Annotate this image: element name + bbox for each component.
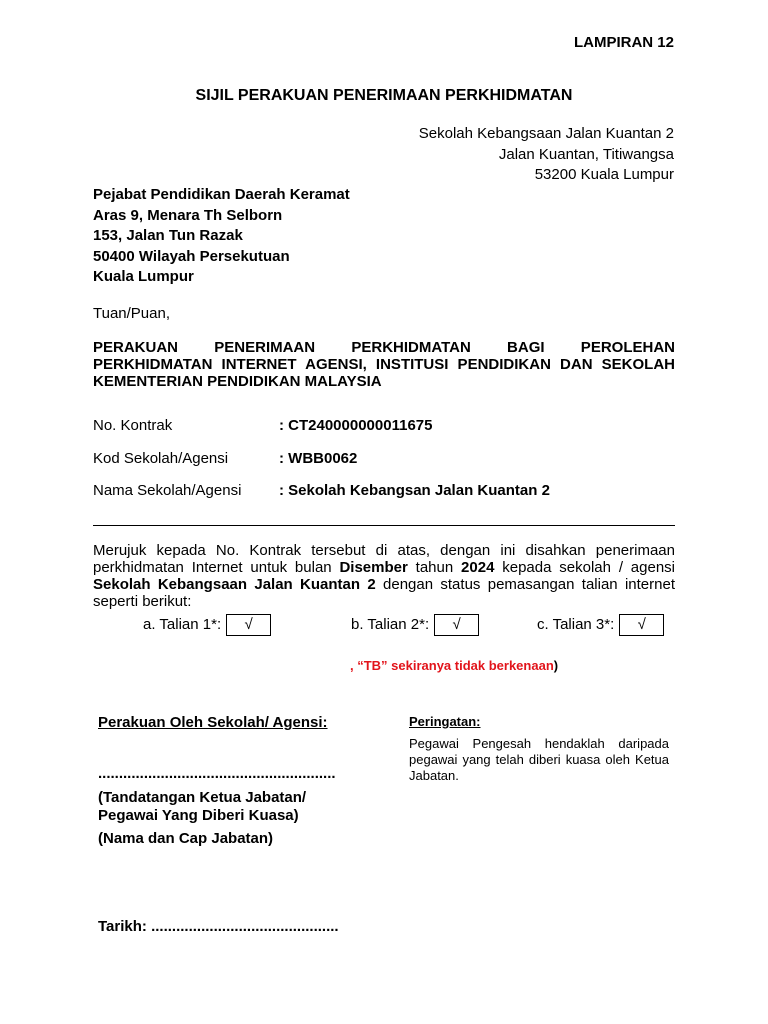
info-row-kod xyxy=(93,450,357,467)
kontrak-value: : CT240000000011675 xyxy=(279,417,433,434)
talian-1-box[interactable]: √ xyxy=(226,614,271,636)
tb-note xyxy=(350,658,558,673)
perakuan-heading: Perakuan Oleh Sekolah/ Agensi: xyxy=(98,714,328,731)
signature-caption-1: (Tandatangan Ketua Jabatan/ xyxy=(98,789,307,806)
para-text-4: dengan status pemasangan talian internet seperti berikut: xyxy=(93,576,675,610)
para-text-2: tahun xyxy=(407,559,462,576)
recipient-line-5: Kuala Lumpur xyxy=(93,268,194,285)
para-school: Sekolah Kebangsaan Jalan Kuantan 2 xyxy=(93,576,376,593)
para-text-1: Merujuk kepada No. Kontrak tersebut di atas, dengan ini disahkan penerimaan perkhidmatan Internet untuk bulan xyxy=(93,542,675,576)
info-row-kontrak xyxy=(93,417,432,434)
recipient-line-3: 153, Jalan Tun Razak xyxy=(93,227,243,244)
nama-value: : Sekolah Kebangsan Jalan Kuantan 2 xyxy=(279,482,550,499)
tb-note-close: ) xyxy=(553,658,559,673)
recipient-line-2: Aras 9, Menara Th Selborn xyxy=(93,206,283,224)
name-stamp-caption: (Nama dan Cap Jabatan) xyxy=(98,830,274,847)
nama-label: Nama Sekolah/Agensi xyxy=(93,482,242,499)
peringatan-heading: Peringatan: xyxy=(409,714,481,729)
salutation: Tuan/Puan, xyxy=(93,305,170,322)
sender-address xyxy=(419,124,674,186)
talian-3 xyxy=(537,614,664,636)
para-text-3: kepada sekolah / agensi xyxy=(494,559,676,576)
signature-caption xyxy=(98,789,306,825)
kontrak-label: No. Kontrak xyxy=(93,417,173,434)
subject-heading xyxy=(93,339,675,390)
recipient-line-4: 50400 Wilayah Persekutuan xyxy=(93,247,290,265)
peringatan-text: Pegawai Pengesah hendaklah daripada pegawai yang telah diberi kuasa oleh Ketua Jabatan. xyxy=(409,736,669,783)
para-month: Disember xyxy=(339,559,408,576)
recipient-line-1: Pejabat Pendidikan Daerah Keramat xyxy=(93,186,350,203)
signature-line: ......................................................... xyxy=(98,765,336,782)
sender-line-1: Sekolah Kebangsaan Jalan Kuantan 2 xyxy=(418,125,674,142)
divider-line xyxy=(93,525,675,526)
talian-2-label: b. Talian 2*: xyxy=(351,615,430,633)
document-title: SIJIL PERAKUAN PENERIMAAN PERKHIDMATAN xyxy=(195,87,573,104)
talian-2-box[interactable]: √ xyxy=(434,614,479,636)
sender-line-3: 53200 Kuala Lumpur xyxy=(534,166,674,183)
kod-value: : WBB0062 xyxy=(279,450,358,467)
subject-line-2: PERKHIDMATAN INTERNET AGENSI, INSTITUSI PENDIDIKAN DAN SEKOLAH KEMENTERIAN PENDIDIKAN MALAYSIA xyxy=(93,356,675,390)
talian-2 xyxy=(351,614,479,636)
talian-1 xyxy=(143,614,271,636)
para-year: 2024 xyxy=(461,559,495,576)
lampiran-label: LAMPIRAN 12 xyxy=(573,34,674,51)
tb-note-text: , “TB” sekiranya tidak berkenaan xyxy=(350,658,554,673)
subject-line-1: PERAKUAN PENERIMAAN PERKHIDMATAN BAGI PEROLEHAN xyxy=(93,339,675,356)
talian-1-label: a. Talian 1*: xyxy=(143,615,222,633)
sender-line-2: Jalan Kuantan, Titiwangsa xyxy=(498,145,674,163)
talian-3-label: c. Talian 3*: xyxy=(537,615,615,633)
signature-caption-2: Pegawai Yang Diberi Kuasa) xyxy=(98,807,299,824)
date-line: Tarikh: ............................................. xyxy=(98,918,339,935)
kod-label: Kod Sekolah/Agensi xyxy=(93,450,229,467)
talian-3-box[interactable]: √ xyxy=(619,614,664,636)
confirmation-paragraph xyxy=(93,542,675,610)
info-row-nama xyxy=(93,482,550,499)
recipient-address xyxy=(93,185,350,288)
